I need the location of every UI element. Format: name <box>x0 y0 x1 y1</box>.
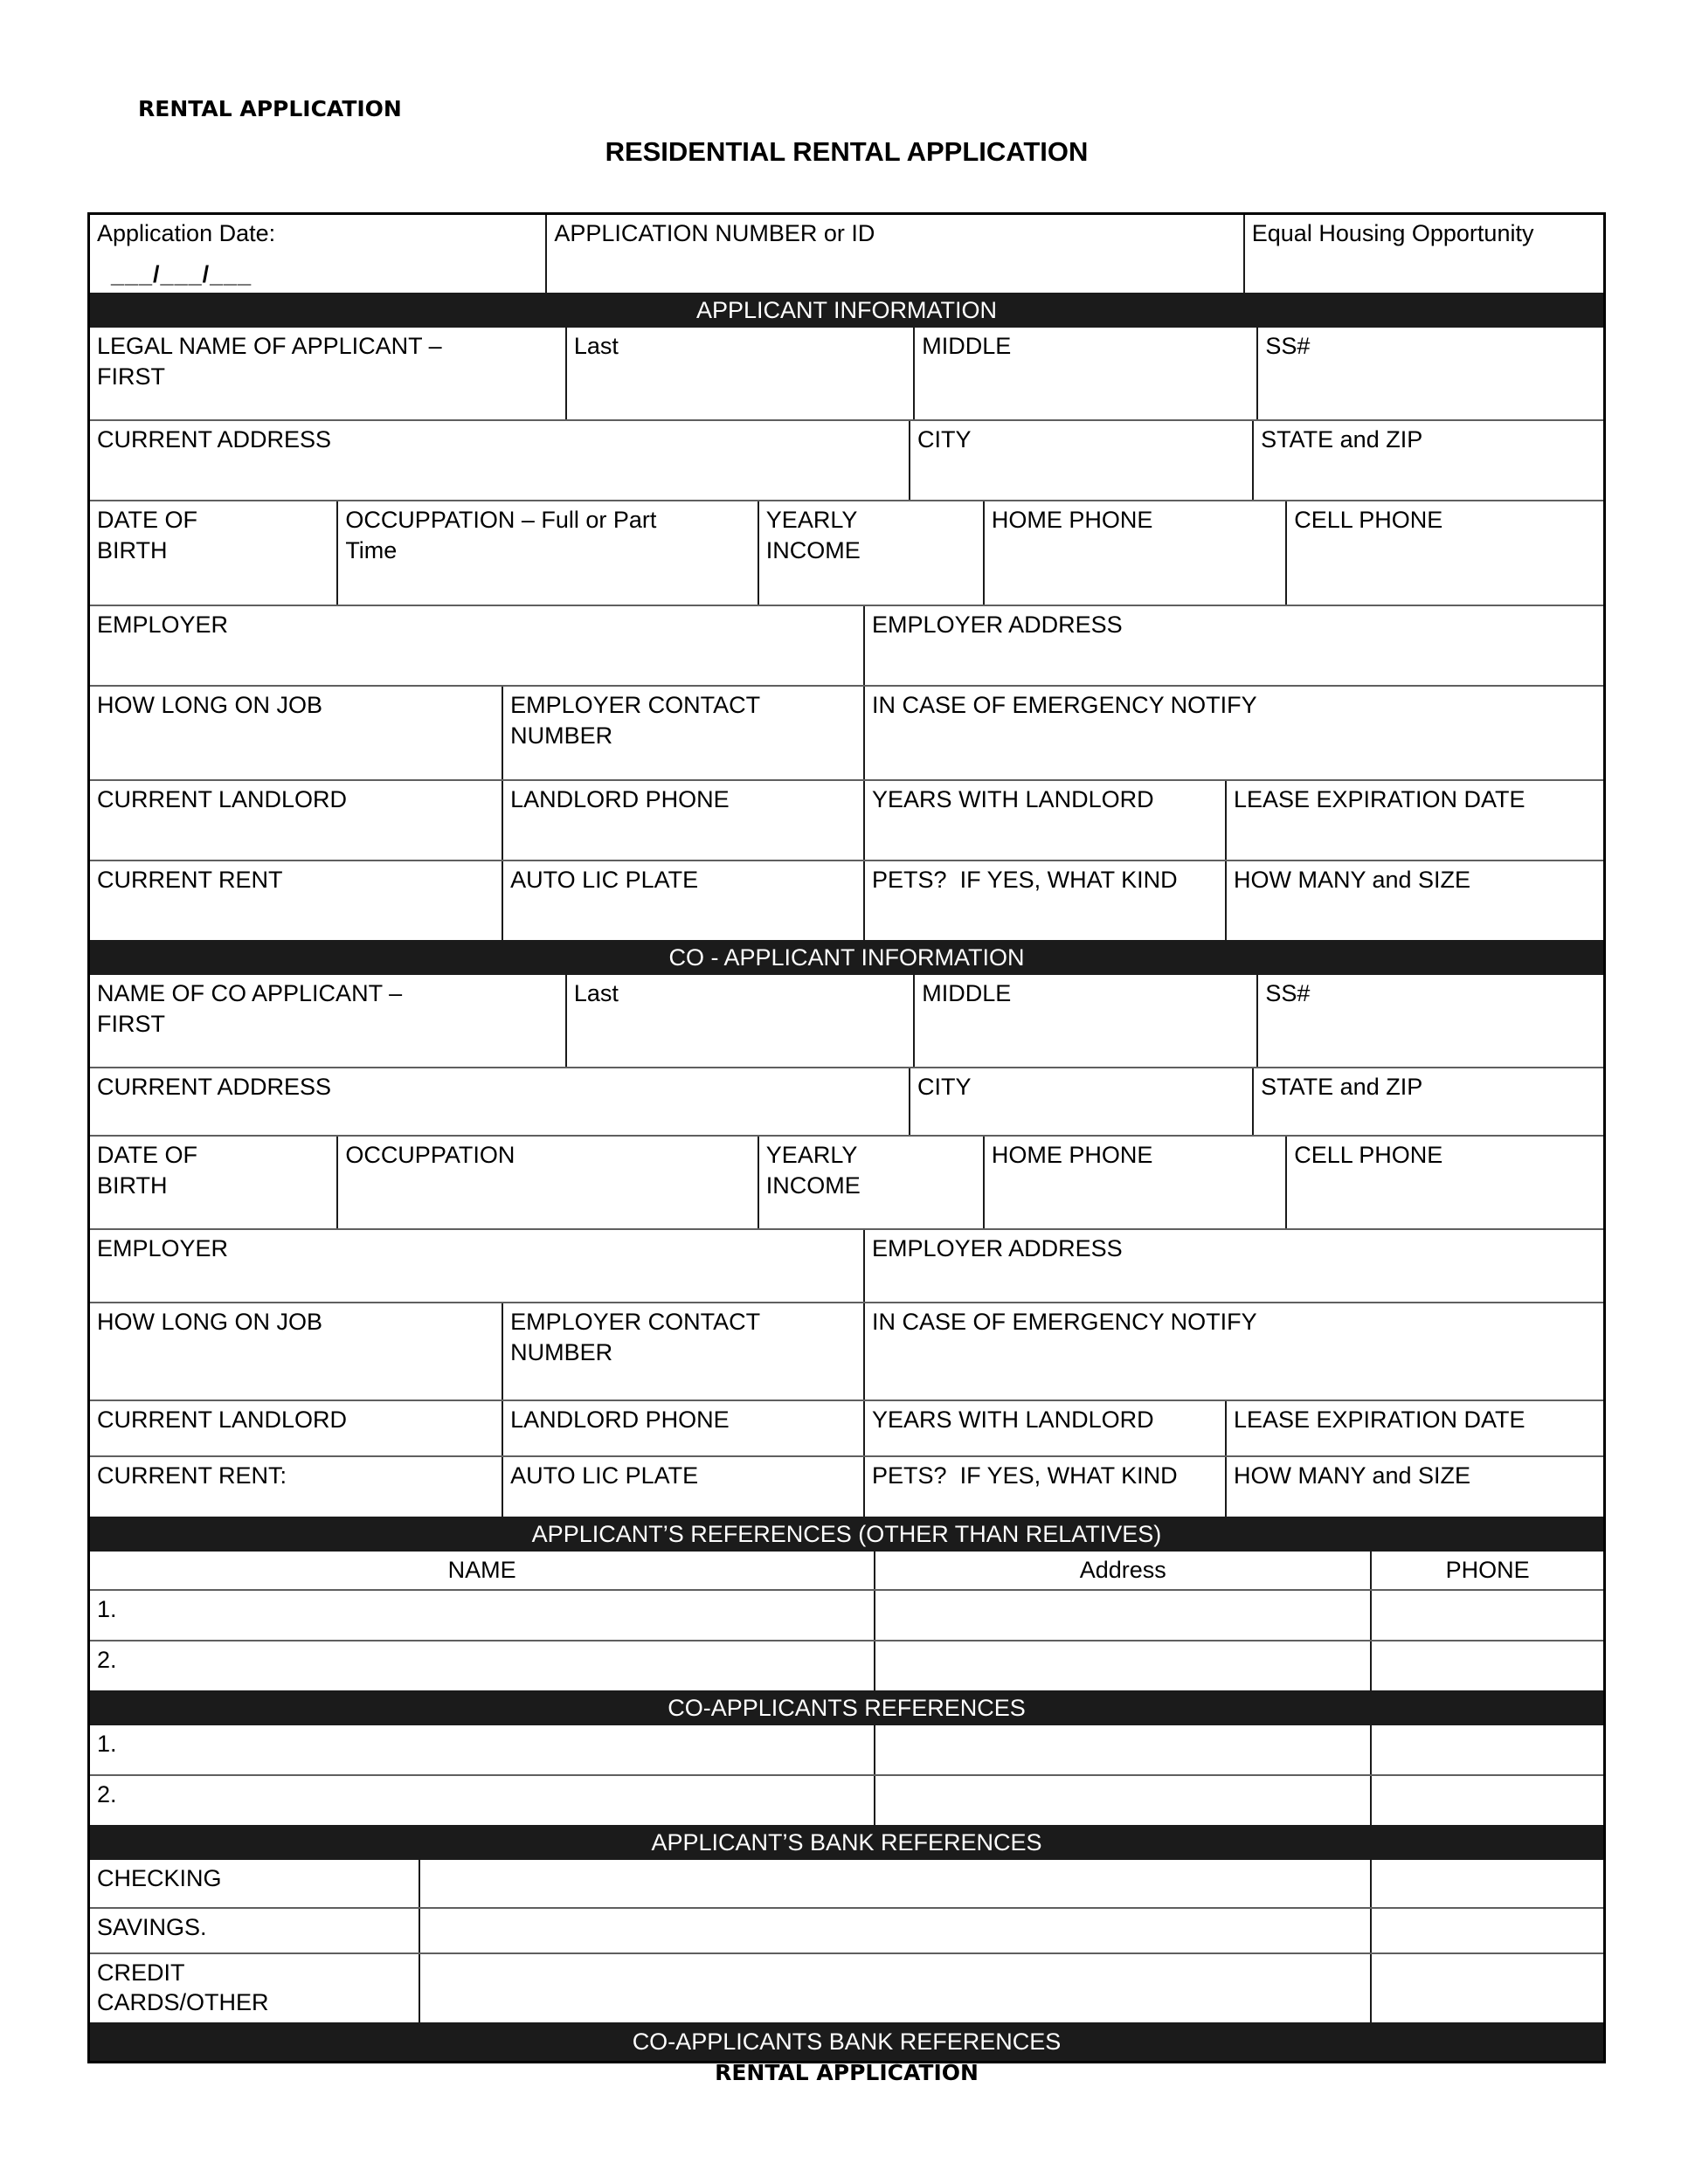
bank-savings-label: SAVINGS. <box>97 1913 207 1940</box>
reference-row-number: 1. <box>97 1730 117 1757</box>
applicant-landlord-phone-label: LANDLORD PHONE <box>510 786 730 813</box>
section-header-applicant-information: APPLICANT INFORMATION <box>90 293 1603 328</box>
page-title: RESIDENTIAL RENTAL APPLICATION <box>605 136 1089 167</box>
applicant-current-address-field[interactable] <box>90 421 909 500</box>
applicant-last-label: Last <box>573 333 619 360</box>
applicant-landlord-label: CURRENT LANDLORD <box>97 786 348 813</box>
section-header-applicant-references: APPLICANT’S REFERENCES (OTHER THAN RELATIVES) <box>90 1517 1603 1552</box>
coapplicant-job-row <box>90 1302 1603 1400</box>
coapplicant-middle-label: MIDDLE <box>922 980 1012 1007</box>
coapplicant-home-phone-label: HOME PHONE <box>991 1142 1153 1169</box>
bank-savings-phone-field[interactable] <box>1370 1909 1603 1952</box>
applicant-state-zip-label: STATE and ZIP <box>1261 426 1423 453</box>
coapplicant-landlord-label: CURRENT LANDLORD <box>97 1406 348 1434</box>
applicant-years-with-landlord-field[interactable] <box>863 781 1225 860</box>
references-header-row <box>90 1552 1603 1589</box>
applicant-reference-2-name-field[interactable] <box>90 1641 874 1690</box>
applicant-employer-address-label: EMPLOYER ADDRESS <box>872 612 1123 639</box>
coapplicant-cell-phone-field[interactable] <box>1285 1137 1603 1228</box>
applicant-cell-phone-field[interactable] <box>1285 501 1603 605</box>
bank-checking-label-cell <box>90 1860 419 1907</box>
page-kicker: RENTAL APPLICATION <box>138 96 402 121</box>
applicant-reference-row-2 <box>90 1640 1603 1690</box>
coapplicant-last-name-field[interactable] <box>565 975 913 1067</box>
applicant-lease-expiration-field[interactable] <box>1225 781 1603 860</box>
reference-row-number: 1. <box>97 1595 117 1622</box>
applicant-employer-row <box>90 605 1603 685</box>
coapplicant-city-label: CITY <box>917 1074 972 1101</box>
application-number-field[interactable] <box>545 215 1242 293</box>
coapplicant-reference-row-2 <box>90 1774 1603 1825</box>
coapplicant-first-name-field[interactable] <box>90 975 565 1067</box>
applicant-how-long-on-job-field[interactable] <box>90 687 502 779</box>
bank-checking-detail-field[interactable] <box>419 1860 1370 1907</box>
coapplicant-reference-2-phone-field[interactable] <box>1370 1776 1603 1825</box>
applicant-reference-row-1 <box>90 1589 1603 1640</box>
bank-checking-phone-field[interactable] <box>1370 1860 1603 1907</box>
coapplicant-reference-1-phone-field[interactable] <box>1370 1725 1603 1774</box>
bank-savings-row <box>90 1907 1603 1952</box>
coapplicant-state-zip-label: STATE and ZIP <box>1261 1074 1423 1101</box>
applicant-name-row <box>90 328 1603 419</box>
top-id-row <box>90 215 1603 293</box>
coapplicant-ssn-field[interactable] <box>1256 975 1603 1067</box>
coapplicant-address-row <box>90 1067 1603 1135</box>
coapplicant-dob-label: DATE OF BIRTH <box>97 1142 204 1199</box>
coapplicant-middle-name-field[interactable] <box>913 975 1256 1067</box>
applicant-middle-name-field[interactable] <box>913 328 1256 419</box>
applicant-employer-contact-label: EMPLOYER CONTACT NUMBER <box>510 692 767 749</box>
coapplicant-employer-contact-field[interactable] <box>502 1303 863 1400</box>
applicant-employment-row <box>90 500 1603 605</box>
applicant-first-name-field[interactable] <box>90 328 565 419</box>
coapplicant-occupation-field[interactable] <box>336 1137 757 1228</box>
coapplicant-landlord-phone-label: LANDLORD PHONE <box>510 1406 730 1434</box>
applicant-pets-label: PETS? IF YES, WHAT KIND <box>872 867 1178 894</box>
coapplicant-emergency-label: IN CASE OF EMERGENCY NOTIFY <box>872 1309 1257 1336</box>
coapplicant-occupation-label: OCCUPPATION <box>345 1142 515 1169</box>
applicant-auto-plate-label: AUTO LIC PLATE <box>510 867 699 894</box>
applicant-lease-expiration-label: LEASE EXPIRATION DATE <box>1233 786 1525 813</box>
coapplicant-employer-label: EMPLOYER <box>97 1235 229 1262</box>
coapplicant-how-long-label: HOW LONG ON JOB <box>97 1309 323 1336</box>
applicant-yearly-income-field[interactable] <box>758 501 983 605</box>
coapplicant-reference-2-address-field[interactable] <box>874 1776 1370 1825</box>
bank-credit-label: CREDIT CARDS/OTHER <box>97 1959 269 2016</box>
applicant-occupation-label: OCCUPPATION – Full or Part Time <box>345 507 663 563</box>
applicant-landlord-phone-field[interactable] <box>502 781 863 860</box>
applicant-current-landlord-field[interactable] <box>90 781 502 860</box>
references-name-header: NAME <box>447 1557 516 1584</box>
coapplicant-state-zip-field[interactable] <box>1252 1068 1603 1135</box>
coapplicant-landlord-phone-field[interactable] <box>502 1401 863 1455</box>
application-date-label: Application Date: <box>97 220 276 246</box>
coapplicant-years-with-landlord-label: YEARS WITH LANDLORD <box>872 1406 1154 1434</box>
page-footer: RENTAL APPLICATION <box>715 2060 979 2085</box>
bank-credit-row <box>90 1952 1603 2022</box>
coapplicant-reference-2-name-field[interactable] <box>90 1776 874 1825</box>
coapplicant-address-label: CURRENT ADDRESS <box>97 1074 332 1101</box>
applicant-employer-label: EMPLOYER <box>97 612 229 639</box>
applicant-last-name-field[interactable] <box>565 328 913 419</box>
bank-credit-label-cell <box>90 1954 419 2022</box>
applicant-middle-label: MIDDLE <box>922 333 1012 360</box>
applicant-reference-1-address-field[interactable] <box>874 1591 1370 1640</box>
coapplicant-employment-row <box>90 1135 1603 1228</box>
applicant-cell-phone-label: CELL PHONE <box>1294 507 1443 534</box>
bank-checking-label: CHECKING <box>97 1864 222 1891</box>
bank-credit-detail-field[interactable] <box>419 1954 1370 2022</box>
coapplicant-last-label: Last <box>573 980 619 1007</box>
coapplicant-employer-row <box>90 1228 1603 1302</box>
applicant-dob-label: DATE OF BIRTH <box>97 507 204 563</box>
coapplicant-employer-field[interactable] <box>90 1230 863 1302</box>
coapplicant-landlord-row <box>90 1400 1603 1455</box>
coapplicant-dob-field[interactable] <box>90 1137 336 1228</box>
coapplicant-current-rent-field[interactable] <box>90 1457 502 1517</box>
applicant-city-field[interactable] <box>909 421 1252 500</box>
coapplicant-pets-field[interactable] <box>863 1457 1225 1517</box>
coapplicant-current-address-field[interactable] <box>90 1068 909 1135</box>
section-header-coapplicant-bank-references: CO-APPLICANTS BANK REFERENCES <box>90 2022 1603 2061</box>
coapplicant-how-long-on-job-field[interactable] <box>90 1303 502 1400</box>
applicant-current-rent-field[interactable] <box>90 861 502 940</box>
applicant-name-label: LEGAL NAME OF APPLICANT – FIRST <box>97 333 449 390</box>
applicant-pets-how-many-field[interactable] <box>1225 861 1603 940</box>
coapplicant-employer-address-label: EMPLOYER ADDRESS <box>872 1235 1123 1262</box>
applicant-employer-field[interactable] <box>90 606 863 685</box>
coapplicant-employer-address-field[interactable] <box>863 1230 1603 1302</box>
coapplicant-reference-row-1 <box>90 1725 1603 1774</box>
applicant-home-phone-label: HOME PHONE <box>991 507 1153 534</box>
coapplicant-emergency-contact-field[interactable] <box>863 1303 1603 1400</box>
applicant-ssn-field[interactable] <box>1256 328 1603 419</box>
coapplicant-employer-contact-label: EMPLOYER CONTACT NUMBER <box>510 1309 767 1365</box>
application-number-label: APPLICATION NUMBER or ID <box>554 220 875 246</box>
reference-row-number: 2. <box>97 1780 117 1807</box>
applicant-occupation-field[interactable] <box>336 501 757 605</box>
applicant-state-zip-field[interactable] <box>1252 421 1603 500</box>
coapplicant-cell-phone-label: CELL PHONE <box>1294 1142 1443 1169</box>
references-address-header: Address <box>874 1552 1370 1589</box>
applicant-years-with-landlord-label: YEARS WITH LANDLORD <box>872 786 1154 813</box>
coapplicant-rent-label: CURRENT RENT: <box>97 1462 287 1489</box>
applicant-employer-contact-field[interactable] <box>502 687 863 779</box>
coapplicant-ssn-label: SS# <box>1265 980 1311 1007</box>
bank-savings-detail-field[interactable] <box>419 1909 1370 1952</box>
coapplicant-income-label: YEARLY INCOME <box>765 1142 864 1199</box>
applicant-address-label: CURRENT ADDRESS <box>97 426 332 453</box>
bank-checking-row <box>90 1860 1603 1907</box>
coapplicant-rent-row <box>90 1455 1603 1517</box>
equal-housing-label: Equal Housing Opportunity <box>1251 220 1534 246</box>
coapplicant-reference-1-name-field[interactable] <box>90 1725 874 1774</box>
bank-savings-label-cell <box>90 1909 419 1952</box>
applicant-dob-field[interactable] <box>90 501 336 605</box>
applicant-pets-field[interactable] <box>863 861 1225 940</box>
applicant-rent-label: CURRENT RENT <box>97 867 283 894</box>
application-date-blank[interactable]: ___/___/___ <box>111 260 253 287</box>
applicant-how-many-label: HOW MANY and SIZE <box>1233 867 1471 894</box>
section-header-coapplicant-references: CO-APPLICANTS REFERENCES <box>90 1690 1603 1725</box>
rental-application-form <box>87 212 1606 2063</box>
applicant-auto-plate-field[interactable] <box>502 861 863 940</box>
coapplicant-city-field[interactable] <box>909 1068 1252 1135</box>
coapplicant-current-landlord-field[interactable] <box>90 1401 502 1455</box>
section-header-coapplicant-information: CO - APPLICANT INFORMATION <box>90 940 1603 975</box>
coapplicant-years-with-landlord-field[interactable] <box>863 1401 1225 1455</box>
coapplicant-pets-label: PETS? IF YES, WHAT KIND <box>872 1462 1178 1489</box>
applicant-emergency-label: IN CASE OF EMERGENCY NOTIFY <box>872 692 1257 719</box>
coapplicant-name-row <box>90 975 1603 1067</box>
application-date-field[interactable] <box>90 215 545 293</box>
coapplicant-pets-how-many-field[interactable] <box>1225 1457 1603 1517</box>
applicant-rent-row <box>90 860 1603 940</box>
applicant-emergency-contact-field[interactable] <box>863 687 1603 779</box>
coapplicant-name-label: NAME OF CO APPLICANT – FIRST <box>97 980 409 1037</box>
bank-credit-phone-field[interactable] <box>1370 1954 1603 2022</box>
applicant-employer-address-field[interactable] <box>863 606 1603 685</box>
applicant-reference-1-name-field[interactable] <box>90 1591 874 1640</box>
applicant-ssn-label: SS# <box>1265 333 1311 360</box>
coapplicant-home-phone-field[interactable] <box>983 1137 1285 1228</box>
coapplicant-how-many-label: HOW MANY and SIZE <box>1233 1462 1471 1489</box>
section-header-applicant-bank-references: APPLICANT’S BANK REFERENCES <box>90 1825 1603 1860</box>
reference-row-number: 2. <box>97 1646 117 1673</box>
applicant-landlord-row <box>90 779 1603 860</box>
coapplicant-auto-plate-field[interactable] <box>502 1457 863 1517</box>
coapplicant-yearly-income-field[interactable] <box>758 1137 983 1228</box>
coapplicant-lease-expiration-label: LEASE EXPIRATION DATE <box>1233 1406 1525 1434</box>
applicant-reference-2-phone-field[interactable] <box>1370 1641 1603 1690</box>
applicant-home-phone-field[interactable] <box>983 501 1285 605</box>
applicant-income-label: YEARLY INCOME <box>765 507 864 563</box>
coapplicant-auto-plate-label: AUTO LIC PLATE <box>510 1462 699 1489</box>
references-phone-header: PHONE <box>1370 1552 1603 1589</box>
applicant-how-long-label: HOW LONG ON JOB <box>97 692 323 719</box>
applicant-job-row <box>90 685 1603 779</box>
applicant-reference-2-address-field[interactable] <box>874 1641 1370 1690</box>
equal-housing-cell <box>1243 215 1603 293</box>
applicant-city-label: CITY <box>917 426 972 453</box>
applicant-address-row <box>90 419 1603 500</box>
applicant-reference-1-phone-field[interactable] <box>1370 1591 1603 1640</box>
coapplicant-lease-expiration-field[interactable] <box>1225 1401 1603 1455</box>
coapplicant-reference-1-address-field[interactable] <box>874 1725 1370 1774</box>
